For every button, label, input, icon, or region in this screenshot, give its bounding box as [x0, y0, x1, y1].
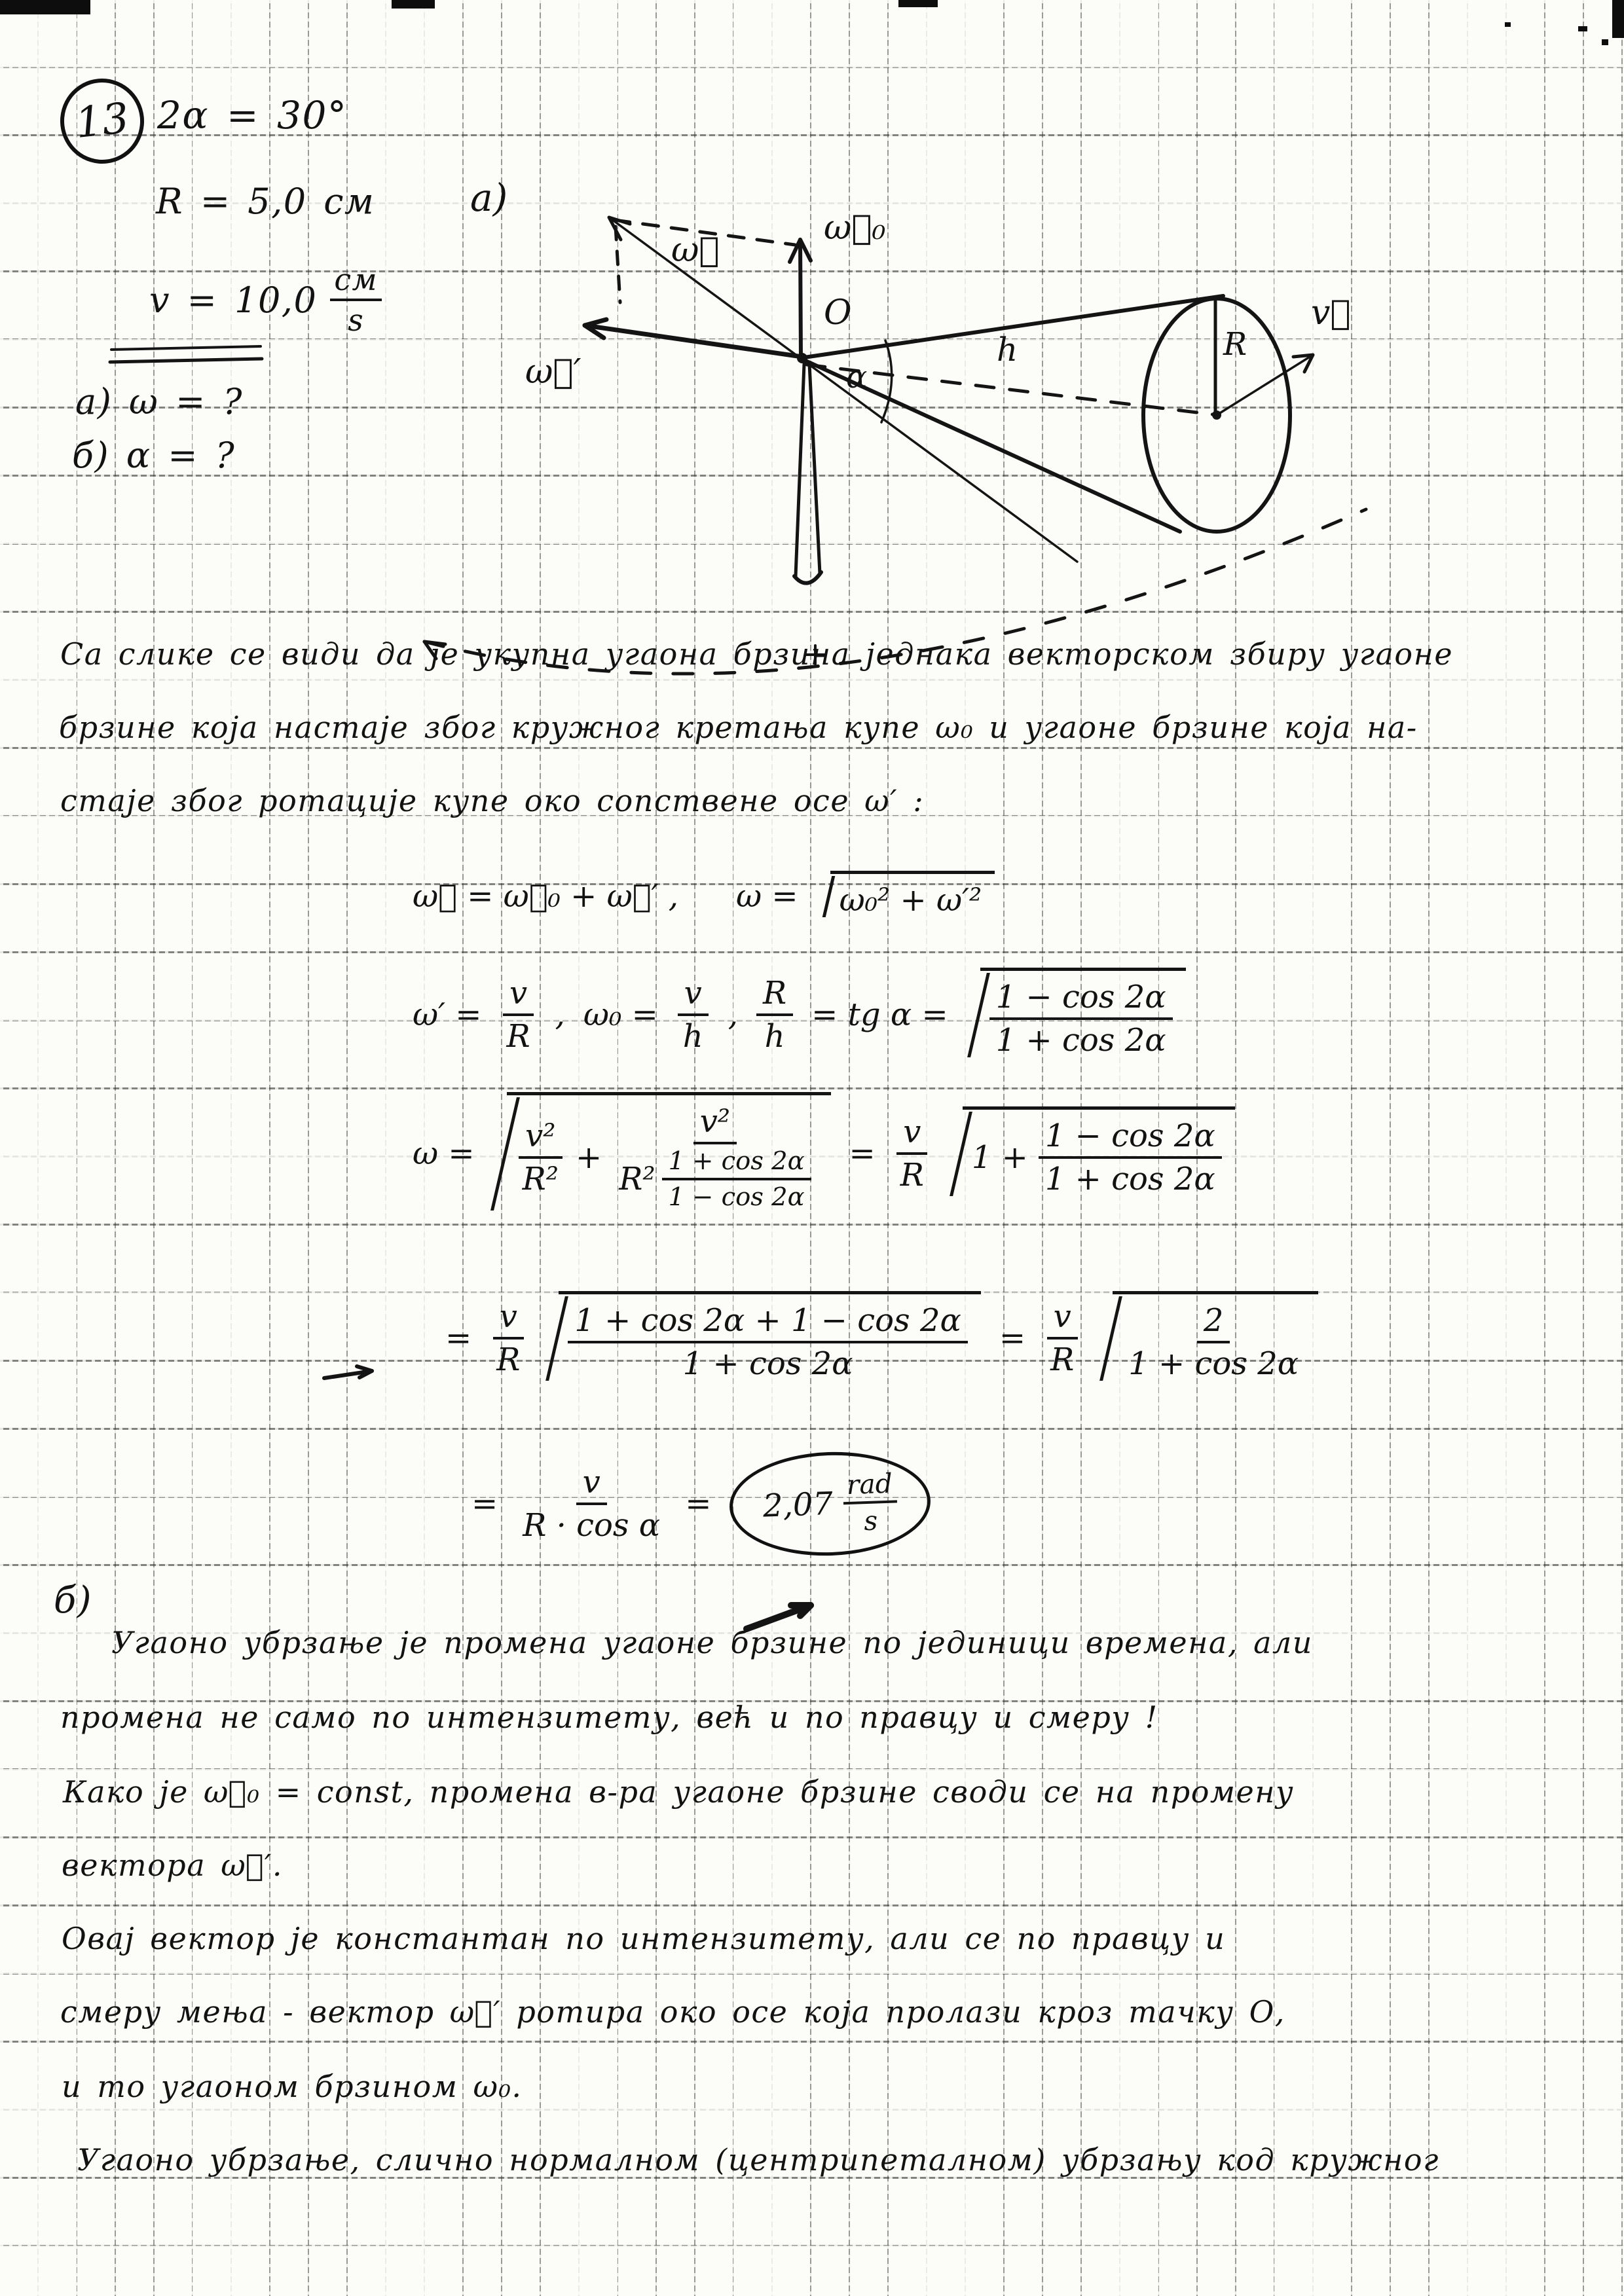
fraction-den: 1 − cos 2α	[668, 1182, 805, 1212]
eq2-t1: ω′ =	[413, 996, 482, 1033]
fraction	[1122, 1302, 1305, 1382]
fraction-den	[612, 1144, 817, 1212]
question-b: б) α = ?	[72, 435, 236, 476]
equals-sign: =	[685, 1485, 712, 1522]
fraction-den: h	[682, 1017, 703, 1055]
unit-numerator: см	[330, 262, 382, 301]
fraction-den: R	[496, 1341, 521, 1378]
fraction	[989, 979, 1173, 1059]
omega0-label: ω⃗₀	[824, 208, 886, 247]
sqrt-expression	[1099, 1291, 1318, 1385]
radius-label: R	[1223, 326, 1247, 363]
fraction-num: v²	[693, 1103, 737, 1144]
fraction-num: v	[503, 975, 534, 1016]
origin-label: O	[824, 293, 852, 333]
fraction-den: 1 + cos 2α	[995, 1022, 1166, 1059]
fraction	[676, 975, 710, 1055]
omega-label: ω⃗	[671, 230, 720, 270]
eq1-mid: ω =	[735, 877, 798, 915]
given-line-3	[149, 262, 382, 338]
given-line-2: R = 5,0 см	[156, 181, 375, 222]
question-a: а) ω = ?	[75, 381, 243, 422]
fraction-num: 1 + cos 2α	[662, 1146, 811, 1180]
section-b-line-6: смеру мења - вектор ω⃗′ ротира око осе која пролази кроз тачку О,	[60, 1994, 1285, 2030]
equation-simplified	[445, 1291, 1318, 1385]
fraction-den: R · cos α	[523, 1507, 661, 1544]
fraction-num: v	[576, 1464, 607, 1505]
sqrt-expression	[967, 968, 1186, 1061]
sqrt-expression	[817, 871, 995, 921]
equals-sign: =	[471, 1485, 498, 1522]
problem-number-text: 13	[73, 94, 132, 149]
fraction-den: 1 + cos 2α	[682, 1345, 853, 1382]
result-value: 2,07	[762, 1485, 834, 1525]
result-unit	[842, 1467, 898, 1537]
h-label: h	[997, 331, 1018, 369]
fraction	[894, 1114, 931, 1194]
fraction-den: h	[764, 1017, 785, 1055]
fraction-num: v	[896, 1114, 927, 1155]
equation-result	[471, 1452, 931, 1556]
given-line-1: 2α = 30°	[157, 93, 348, 137]
fraction-num: 2	[1197, 1302, 1230, 1343]
den-prefix: R²	[619, 1161, 655, 1197]
unit-denominator: s	[863, 1504, 879, 1537]
fraction-num: v	[678, 975, 709, 1016]
section-b-line-4: вектора ω⃗′.	[62, 1848, 283, 1883]
section-b-line-3: Како је ω⃗₀ = const, промена в-ра угаоне брзине своди се на промену	[63, 1774, 1295, 1810]
unit-denominator: s	[348, 302, 365, 338]
fraction-den: 1 + cos 2α	[1044, 1161, 1215, 1197]
equation-components	[413, 968, 1186, 1061]
sqrt-expression	[493, 1092, 831, 1214]
unit-numerator: rad	[842, 1467, 897, 1504]
final-answer-circle	[728, 1449, 932, 1559]
paragraph-line-1: Са слике се види да је укупна угаона брзина једнака векторском збиру угаоне	[60, 636, 1454, 672]
inner-fraction	[662, 1146, 811, 1212]
fraction-num: 1 − cos 2α	[1039, 1118, 1222, 1159]
stray-arrow-mark	[324, 1366, 372, 1378]
cone-vector-diagram	[424, 217, 1366, 674]
section-b-line-8: Угаоно убрзање, слично нормалном (центрипеталном) убрзању код кружног	[77, 2142, 1439, 2178]
fraction-den: R	[1050, 1341, 1075, 1378]
fraction	[500, 975, 537, 1055]
fraction	[490, 1298, 526, 1378]
equals-sign: =	[445, 1319, 472, 1357]
equals-sign: =	[849, 1135, 876, 1172]
equation-omega-expanded	[413, 1092, 1235, 1214]
fraction-den: R²	[522, 1161, 559, 1197]
fraction-den: R	[506, 1017, 530, 1055]
fraction-num: v	[1047, 1298, 1078, 1339]
fraction	[1044, 1298, 1080, 1378]
alpha-label: α	[846, 359, 868, 395]
omega-prime-label: ω⃗′	[525, 352, 581, 392]
eq2-t2: ω₀ =	[583, 996, 658, 1033]
fraction	[568, 1302, 968, 1382]
eq1-lhs: ω⃗ = ω⃗₀ + ω⃗′ ,	[413, 877, 678, 915]
fraction	[1039, 1118, 1222, 1197]
diagram-part-label: а)	[470, 175, 508, 220]
fraction	[756, 975, 793, 1055]
equation-vector-sum	[413, 871, 995, 921]
sqrt-expression	[949, 1106, 1235, 1200]
fraction	[516, 1118, 565, 1197]
fraction-den: R	[900, 1156, 924, 1194]
sqrt-expression	[545, 1291, 981, 1385]
fraction-num: 1 − cos 2α	[989, 979, 1173, 1020]
eq2-t3: = tg α =	[811, 996, 948, 1033]
section-b-line-2: промена не само по интензитету, већ и по правцу и смеру !	[60, 1700, 1158, 1735]
section-b-label: б)	[54, 1579, 93, 1622]
comma: ,	[555, 996, 565, 1033]
paragraph-line-2: брзине која настаје због кружног кретања купе ω₀ и угаоне брзине која на-	[59, 710, 1418, 745]
given-separator-mark	[110, 346, 262, 362]
paragraph-line-3: стаје због ротације купе око сопствене осе ω′ :	[60, 783, 925, 818]
fraction-num: v	[493, 1298, 524, 1339]
eq1-radicand: ω₀² + ω′²	[839, 882, 982, 919]
section-b-line-5: Овај вектор је константан по интензитету, али се по правцу и	[62, 1921, 1226, 1956]
section-b-line-7: и то угаоном брзином ω₀.	[62, 2069, 523, 2104]
given-line-3-text: v = 10,0	[149, 279, 318, 321]
fraction	[516, 1464, 667, 1544]
fraction-nested	[612, 1103, 817, 1212]
v-label: v⃗	[1311, 293, 1351, 333]
plus-sign: +	[576, 1139, 602, 1176]
comma: ,	[728, 996, 738, 1033]
unit-fraction	[330, 262, 382, 338]
fraction-num: 1 + cos 2α + 1 − cos 2α	[568, 1302, 968, 1343]
equals-sign: =	[999, 1319, 1026, 1357]
fraction-num: R	[756, 975, 793, 1016]
eq3-t1: ω =	[413, 1135, 475, 1172]
fraction-den: 1 + cos 2α	[1128, 1345, 1299, 1382]
eq3-t3: 1 +	[971, 1139, 1028, 1176]
section-b-line-1: Угаоно убрзање је промена угаоне брзине по јединици времена, али	[111, 1625, 1313, 1660]
fraction-num: v²	[519, 1118, 562, 1159]
